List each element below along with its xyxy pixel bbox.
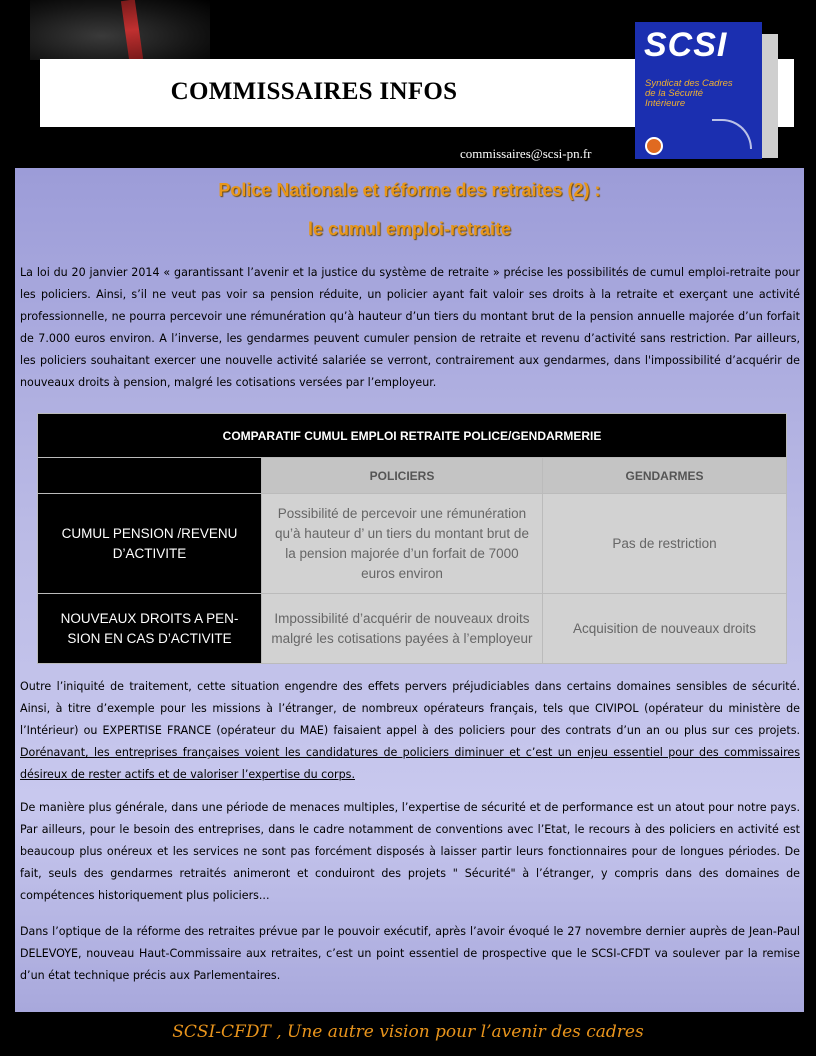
table-cell-policiers-droits: Impossibilité d’acquérir de nouveaux droits malgré les cotisations payées à l’employeur xyxy=(262,594,543,664)
table-cell-gendarmes-cumul: Pas de restriction xyxy=(543,494,787,594)
paragraph-general: De manière plus générale, dans une période de menaces multiples, l’expertise de sécurité et de performance est un atout pour notre pays. Par ailleurs, pour le besoin des entreprises, dans le cadre notamment de conventions avec l’Etat, le recours à des policiers en activité est beaucoup plus onéreux et les services ne sont pas forcément disposés à laisser partir leurs fonctionnaires pour de longues périodes. De fait, seuls des gendarmes retraités animeront et conduiront des projets " Sécurité" à l’étranger, y compris dans des domaines de compétences historiquement plus policiers... xyxy=(20,801,800,902)
paragraph-conclusion: Dans l’optique de la réforme des retraites prévue par le pouvoir exécutif, après l’avoir évoqué le 27 novembre dernier auprès de Jean-Paul DELEVOYE, nouveau Haut-Commissaire aux retraites, c’est un point essentiel de prospective que le SCSI-CFDT va soulever par la remise d’un état technique précis aux Parlementaires. xyxy=(20,925,800,982)
table-caption: COMPARATIF CUMUL EMPLOI RETRAITE POLICE/GENDARMERIE xyxy=(38,414,787,458)
medal-ribbon-image xyxy=(121,0,143,61)
paragraph-consequences-text: Outre l’iniquité de traitement, cette situation engendre des effets pervers préjudiciables dans certains domaines sensibles de sécurité. Ainsi, à titre d’exemple pour les missions à l’étranger, de nombreux opérateurs français, tels que CIVIPOL (opérateur du ministère de l’Intérieur) ou EXPERTISE FRANCE (opérateur du MAE) faisaient appel à des policiers pour des contrats d’un an ou plus sur ces projets. xyxy=(20,680,800,737)
table-header-blank xyxy=(38,458,262,494)
header-photo xyxy=(30,0,210,60)
logo-acronym: SCSI xyxy=(644,26,728,64)
paragraph-intro: La loi du 20 janvier 2014 « garantissant l’avenir et la justice du système de retraite » précise les possibilités de cumul emploi-retraite pour les policiers. Ainsi, s’il ne veut pas voir sa pension réduite, un policier ayant fait valoir ses droits à la retraite et exerçant une activité professionnelle, ne pourra percevoir une rémunération qu’à hauteur d’un tiers du montant brut de la pension annuelle majorée d’un forfait de 7.000 euros environ. A l’inverse, les gendarmes peuvent cumuler pension de retraite et revenu d’activité sans restriction. Par ailleurs, les policiers souhaitant exercer une nouvelle activité salariée se verront, contrairement aux gendarmes, dans l'impossibilité d’acquérir de nouveaux droits à pension, malgré les cotisations versées par l’employeur. xyxy=(20,266,800,389)
table-cell-gendarmes-droits: Acquisition de nouveaux droits xyxy=(543,594,787,664)
table-cell-policiers-cumul: Possibilité de percevoir une rémunération qu’à hauteur d’ un tiers du montant brut de la pension majorée d’un forfait de 7000 euros environ xyxy=(262,494,543,594)
cfdt-badge-icon xyxy=(645,137,663,155)
comparison-table xyxy=(37,413,787,664)
logo-subtitle: Syndicat des Cadres de la Sécurité Intérieure xyxy=(645,78,733,109)
paragraph-consequences-underlined: Dorénavant, les entreprises françaises voient les candidatures de policiers diminuer et c’est un enjeu essentiel pour des commissaires désireux de rester actifs et de valoriser l’expertise du corps. xyxy=(20,746,800,781)
laurel-icon xyxy=(712,119,752,149)
table-header-policiers: POLICIERS xyxy=(262,458,543,494)
scsi-logo xyxy=(635,22,762,159)
article-title: Police Nationale et réforme des retraites (2) : xyxy=(218,180,601,200)
contact-email-link[interactable]: commissaires@scsi-pn.fr xyxy=(460,146,592,161)
paragraph-consequences xyxy=(20,676,800,786)
footer-slogan: SCSI-CFDT , Une autre vision pour l’avenir des cadres xyxy=(172,1022,644,1042)
table-row-label-droits: NOUVEAUX DROITS A PEN-SION EN CAS D’ACTIVITE xyxy=(38,594,262,664)
table-row-label-cumul: CUMUL PENSION /REVENU D’ACTIVITE xyxy=(38,494,262,594)
table-header-gendarmes: GENDARMES xyxy=(543,458,787,494)
newsletter-title: COMMISSAIRES INFOS xyxy=(170,78,458,105)
article-subtitle: le cumul emploi-retraite xyxy=(307,219,512,239)
